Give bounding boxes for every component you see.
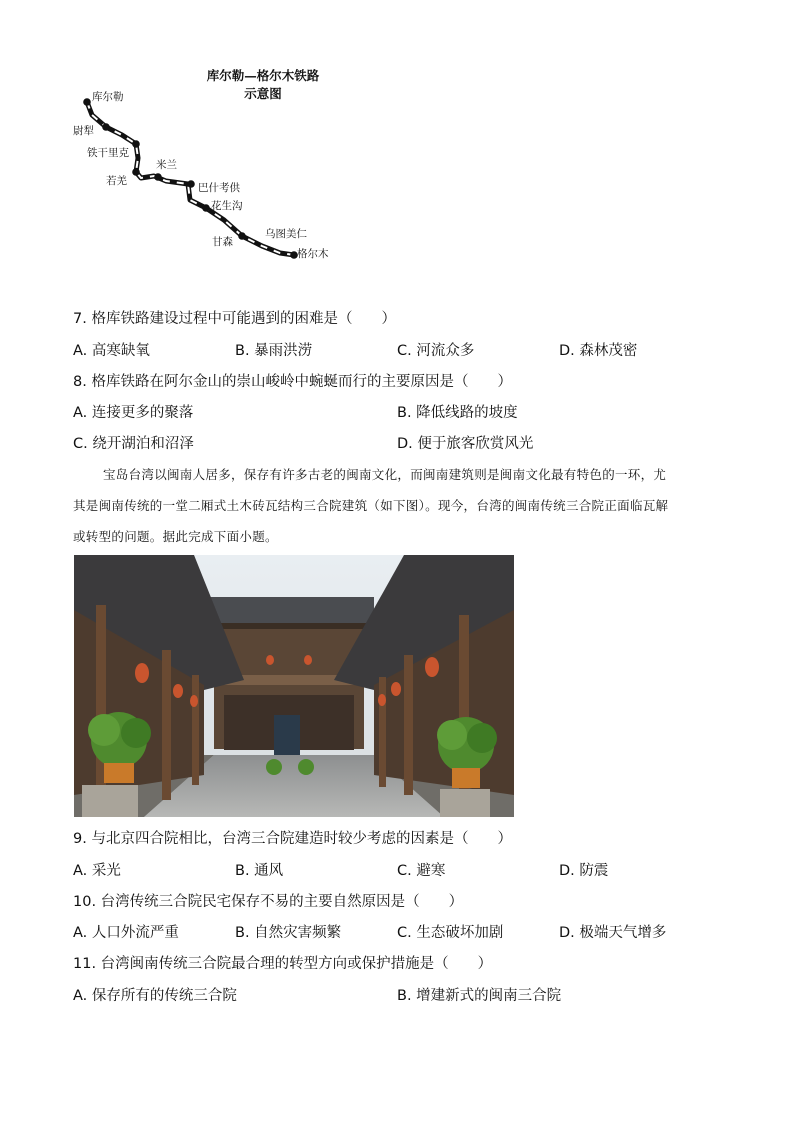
q8-option-a: A. 连接更多的聚落	[73, 405, 194, 421]
q7-option-c: C. 河流众多	[397, 343, 475, 359]
q10-option-b: B. 自然灾害频繁	[235, 925, 342, 941]
q9-option-a: A. 采光	[73, 863, 121, 879]
station-label: 若羌	[106, 175, 127, 187]
question-8-stem: 8. 格库铁路在阿尔金山的崇山峻岭中蜿蜒而行的主要原因是（ ）	[73, 374, 512, 390]
map-title-line2: 示意图	[244, 86, 282, 101]
map-title	[188, 67, 338, 103]
q7-option-b: B. 暴雨洪涝	[235, 343, 313, 359]
station-label: 巴什考供	[198, 182, 240, 194]
question-11-stem: 11. 台湾闽南传统三合院最合理的转型方向或保护措施是（ ）	[73, 956, 493, 972]
q7-option-a: A. 高寒缺氧	[73, 343, 150, 359]
q8-option-d: D. 便于旅客欣赏风光	[397, 436, 534, 452]
q10-option-d: D. 极端天气增多	[559, 925, 667, 941]
q9-option-d: D. 防震	[559, 863, 609, 879]
station-label: 甘森	[212, 236, 233, 248]
q9-option-b: B. 通风	[235, 863, 284, 879]
q9-option-c: C. 避寒	[397, 863, 446, 879]
station-label: 花生沟	[211, 200, 243, 212]
courtyard-photo	[74, 555, 514, 817]
railway-map	[70, 60, 360, 275]
q10-option-a: A. 人口外流严重	[73, 925, 179, 941]
station-label: 尉犁	[73, 125, 94, 137]
question-9-stem: 9. 与北京四合院相比，台湾三合院建造时较少考虑的因素是（ ）	[73, 831, 512, 847]
map-title-line1: 库尔勒—格尔木铁路	[206, 68, 320, 83]
q10-option-c: C. 生态破坏加剧	[397, 925, 504, 941]
q8-option-c: C. 绕开湖泊和沼泽	[73, 436, 194, 452]
question-7-stem: 7. 格库铁路建设过程中可能遇到的困难是（ ）	[73, 311, 396, 327]
passage-line: 或转型的问题。据此完成下面小题。	[73, 529, 278, 544]
q8-option-b: B. 降低线路的坡度	[397, 405, 518, 421]
station-label: 库尔勒	[92, 91, 124, 103]
station-label: 铁干里克	[87, 147, 129, 159]
q11-option-b: B. 增建新式的闽南三合院	[397, 988, 562, 1004]
passage-line: 其是闽南传统的一堂二厢式土木砖瓦结构三合院建筑（如下图）。现今，台湾的闽南传统三合院正面临瓦解	[73, 498, 669, 513]
q11-option-a: A. 保存所有的传统三合院	[73, 988, 237, 1004]
station-label: 米兰	[156, 159, 177, 171]
station-label: 乌图美仁	[265, 228, 307, 240]
q7-option-d: D. 森林茂密	[559, 343, 638, 359]
station-label: 格尔木	[297, 248, 329, 260]
question-10-stem: 10. 台湾传统三合院民宅保存不易的主要自然原因是（ ）	[73, 894, 464, 910]
passage-line: 宝岛台湾以闽南人居多，保存有许多古老的闽南文化，而闽南建筑则是闽南文化最有特色的一环，尤	[103, 467, 667, 482]
